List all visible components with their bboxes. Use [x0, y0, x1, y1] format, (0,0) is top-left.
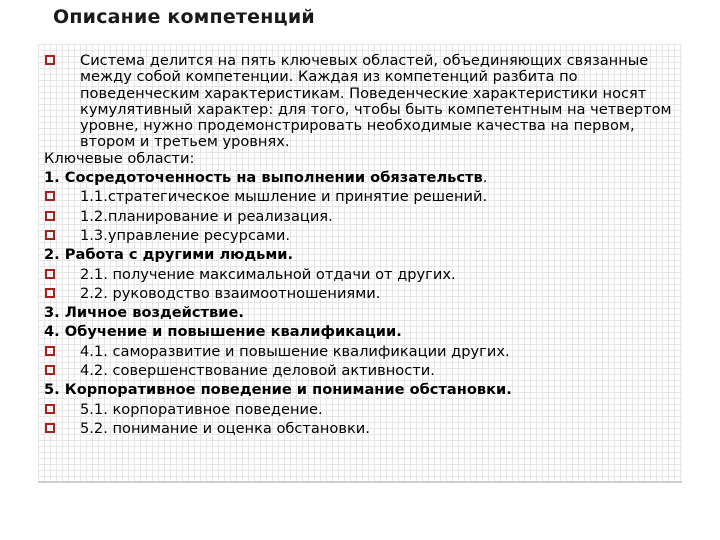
list-item-text: 5.2. понимание и оценка обстановки.: [80, 419, 370, 437]
area-heading: [44, 382, 678, 398]
list-item: [44, 363, 678, 379]
list-item-text: 1.3.управление ресурсами.: [80, 226, 291, 244]
area-heading-text: 4. Обучение и повышение квалификации.: [44, 323, 402, 341]
area-heading: [44, 324, 678, 340]
area-heading-text: 2. Работа с другими людьми.: [44, 246, 294, 264]
list-item: [44, 189, 678, 205]
list-item: [44, 228, 678, 244]
hollow-square-bullet-icon: [45, 288, 55, 298]
hollow-square-bullet-icon: [45, 423, 55, 433]
list-item: [44, 267, 678, 283]
content-body: [44, 53, 678, 437]
hollow-square-bullet-icon: [45, 346, 55, 356]
hollow-square-bullet-icon: [45, 211, 55, 221]
area-heading: [44, 305, 678, 321]
areas-list: [44, 170, 678, 437]
list-item-text: 2.2. руководство взаимоотношениями.: [80, 284, 381, 302]
hollow-square-bullet-icon: [45, 191, 55, 201]
intro-text: Система делится на пять ключевых областей, объединяющих связанные между собой компетенции. Каждая из компетенций разбита по поведенческим характеристикам. Поведенческие характеристики носят кумулятивный характер: для того, чтобы быть компетентным на четвертом уровне, нужно продемонстрировать необходимые качества на первом, втором и третьем уровнях.: [80, 52, 672, 151]
list-item: [44, 421, 678, 437]
list-item-text: 4.2. совершенствование деловой активности.: [80, 362, 435, 380]
list-item-text: 5.1. корпоративное поведение.: [80, 400, 323, 418]
area-heading: [44, 170, 678, 186]
list-item-text: 1.2.планирование и реализация.: [80, 207, 333, 225]
list-item: [44, 286, 678, 302]
intro-paragraph: [44, 53, 678, 151]
panel-bottom-rule: [38, 481, 682, 483]
hollow-square-bullet-icon: [45, 269, 55, 279]
area-heading: [44, 247, 678, 263]
slide-title: Описание компетенций: [53, 6, 315, 28]
list-item: [44, 209, 678, 225]
hollow-square-bullet-icon: [45, 404, 55, 414]
hollow-square-bullet-icon: [45, 230, 55, 240]
area-heading-text: 5. Корпоративное поведение и понимание обстановки.: [44, 381, 512, 399]
list-item: [44, 344, 678, 360]
hollow-square-bullet-icon: [45, 55, 55, 65]
list-item: [44, 402, 678, 418]
area-heading-text: 3. Личное воздействие.: [44, 304, 244, 322]
hollow-square-bullet-icon: [45, 365, 55, 375]
area-heading-text: 1. Сосредоточенность на выполнении обязательств: [44, 169, 483, 187]
list-item-text: 2.1. получение максимальной отдачи от других.: [80, 265, 456, 283]
area-heading-suffix: .: [482, 169, 488, 187]
list-item-text: 1.1.стратегическое мышление и принятие решений.: [80, 188, 488, 206]
list-item-text: 4.1. саморазвитие и повышение квалификации других.: [80, 342, 510, 360]
areas-label: Ключевые области:: [44, 149, 195, 167]
